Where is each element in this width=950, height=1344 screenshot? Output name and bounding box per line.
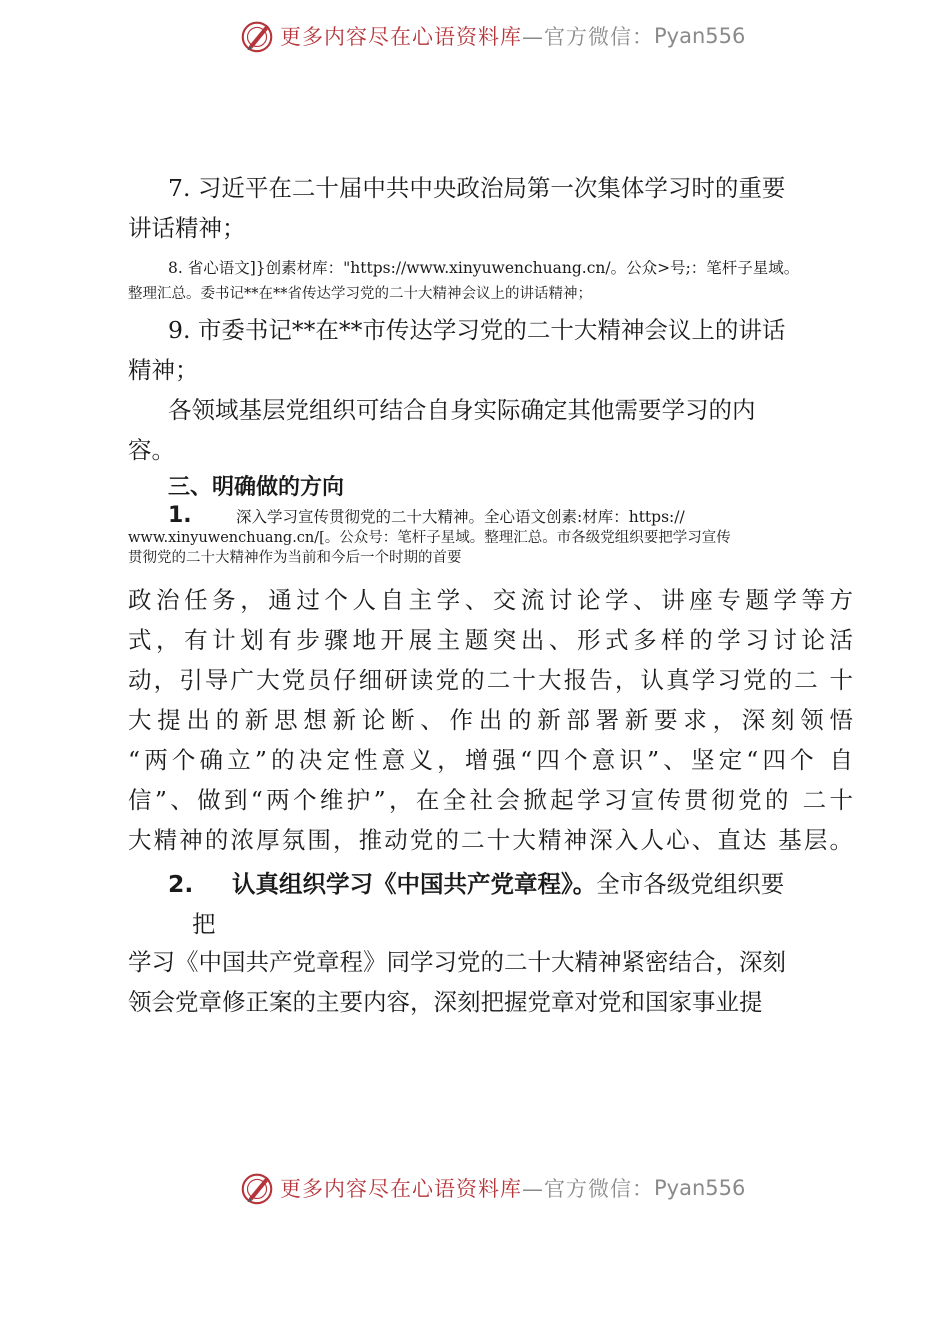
item-2-body-line-1: 学习《中国共产党章程》同学习党的二十大精神紧密结合，深刻 — [128, 948, 786, 976]
item-1-line-1: 深入学习宣传贯彻党的二十大精神。全心语文创素:材库：https:// — [236, 508, 685, 526]
watermark-gray-text: —官方微信： — [522, 25, 654, 49]
item-1-body-line-7: 大精神的浓厚氛围，推动党的二十大精神深入人心、直达 基层。 — [128, 826, 853, 854]
section-3-item-2 — [128, 864, 858, 944]
item-2-number: 2. — [168, 870, 194, 898]
item-2-title: 认真组织学习《中国共产党章程》。 — [232, 870, 597, 898]
item-9 — [128, 310, 853, 390]
item-2-body — [128, 942, 853, 1022]
item-1-body-line-6: 信”、做到“两个维护”，在全社会掀起学习宣传贯彻党的 二十 — [128, 786, 853, 814]
item-2-wrap: 把 — [192, 910, 216, 938]
watermark-wechat-id: Pyan556 — [654, 24, 746, 48]
other-content-line-1: 各领域基层党组织可结合自身实际确定其他需要学习的内 — [168, 396, 756, 424]
section-3-heading: 三、明确做的方向 — [168, 475, 345, 500]
item-1-body — [128, 580, 853, 860]
item-1-number: 1. — [168, 503, 192, 528]
item-1-body-line-1: 政治任务，通过个人自主学、交流讨论学、讲座专题学等方 — [128, 586, 853, 614]
other-content-line-2: 容。 — [128, 436, 175, 464]
watermark-gray-text: —官方微信： — [522, 1177, 654, 1201]
watermark-banner-bottom — [238, 1168, 745, 1208]
item-9-line-2: 精神； — [128, 356, 199, 384]
watermark-red-text: 更多内容尽在心语资料库 — [280, 1177, 522, 1201]
item-7-line-2: 讲话精神； — [128, 214, 246, 242]
item-8-line-1: 8. 省心语文]}创素材库："https://www.xinyuwenchuang.cn/。公众>号;：笔杆子星域。 — [168, 259, 800, 277]
item-7-line-1: 7. 习近平在二十届中共中央政治局第一次集体学习时的重要 — [168, 174, 786, 202]
watermark-wechat-id: Pyan556 — [654, 1176, 746, 1200]
item-8 — [128, 258, 853, 304]
item-1-body-line-5: “两个确立”的决定性意义，增强“四个意识”、坚定“四个 自 — [128, 746, 853, 774]
pen-logo-icon — [238, 17, 276, 55]
item-2-body-line-2: 领会党章修正案的主要内容，深刻把握党章对党和国家事业提 — [128, 988, 763, 1016]
item-7 — [128, 168, 853, 248]
item-1-body-line-2: 式，有计划有步骤地开展主题突出、形式多样的学习讨论活 — [128, 626, 853, 654]
item-2-text: 全市各级党组织要 — [596, 870, 785, 898]
item-1-line-2: www.xinyuwenchuang.cn/[。公众号：笔杆子星域。整理汇总。市各级党组织要把学习宣传 — [128, 530, 731, 546]
item-1-body-line-3: 动，引导广大党员仔细研读党的二十大报告，认真学习党的二 十 — [128, 666, 853, 694]
item-9-line-1: 9. 市委书记**在**市传达学习党的二十大精神会议上的讲话 — [168, 316, 786, 344]
pen-logo-icon — [238, 1169, 276, 1207]
other-content-paragraph — [128, 390, 853, 470]
item-1-body-line-4: 大提出的新思想新论断、作出的新部署新要求，深刻领悟 — [128, 706, 853, 734]
item-1-line-3: 贯彻党的二十大精神作为当前和今后一个时期的首要 — [128, 550, 462, 566]
section-3-item-1 — [128, 503, 853, 568]
watermark-red-text: 更多内容尽在心语资料库 — [280, 25, 522, 49]
item-8-line-2: 整理汇总。委书记**在**省传达学习党的二十大精神会议上的讲话精神； — [128, 286, 592, 302]
watermark-banner-top — [238, 16, 745, 56]
